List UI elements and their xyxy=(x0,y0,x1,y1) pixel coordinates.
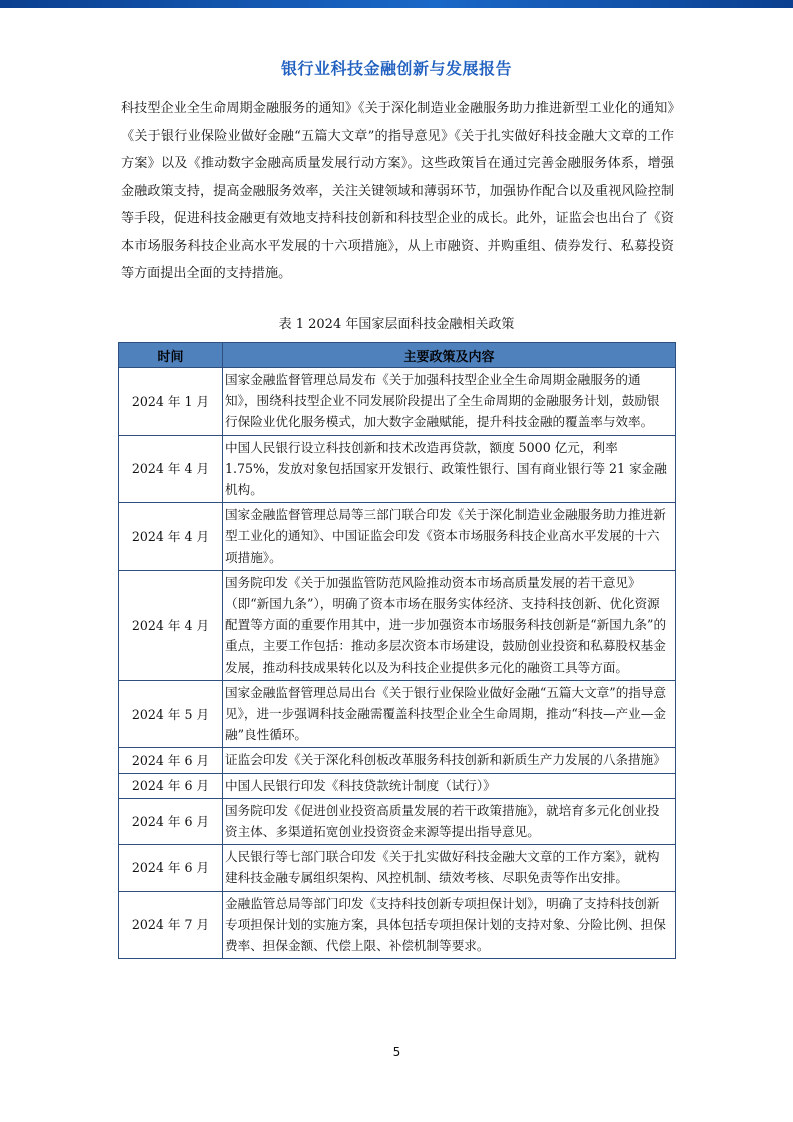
intro-section xyxy=(121,95,674,288)
row-time: 2024 年 6 月 xyxy=(119,798,223,844)
table-row xyxy=(119,503,676,571)
row-content: 国家金融监督管理总局出台《关于银行业保险业做好金融“五篇大文章”的指导意见》，进一步强调科技金融需覆盖科技型企业全生命周期，推动“科技—产业—金融”良性循环。 xyxy=(223,680,676,748)
row-time: 2024 年 6 月 xyxy=(119,773,223,798)
row-content: 国家金融监督管理总局发布《关于加强科技型企业全生命周期金融服务的通知》，围绕科技型企业不同发展阶段提出了全生命周期的金融服务计划，鼓励银行保险业优化服务模式，加大数字金融赋能，提升科技金融的覆盖率与效率。 xyxy=(223,368,676,436)
table-caption: 表 1 2024 年国家层面科技金融相关政策 xyxy=(278,317,515,332)
table-row xyxy=(119,891,676,959)
row-content: 国务院印发《促进创业投资高质量发展的若干政策措施》，就培育多元化创业投资主体、多渠道拓宽创业投资资金来源等提出指导意见。 xyxy=(223,798,676,844)
row-time: 2024 年 4 月 xyxy=(119,503,223,571)
header-time: 时间 xyxy=(119,343,223,368)
row-time: 2024 年 6 月 xyxy=(119,845,223,891)
page-number: 5 xyxy=(392,1045,401,1059)
report-title: 银行业科技金融创新与发展报告 xyxy=(280,59,512,78)
row-time: 2024 年 5 月 xyxy=(119,680,223,748)
intro-paragraph: 科技型企业全生命周期金融服务的通知》《关于深化制造业金融服务助力推进新型工业化的通知》《关于银行业保险业做好金融“五篇大文章”的指导意见》《关于扎实做好科技金融大文章的工作方案》以及《推动数字金融高质量发展行动方案》。这些政策旨在通过完善金融服务体系，增强金融政策支持，提高金融服务效率，关注关键领域和薄弱环节，加强协作配合以及重视风险控制等手段，促进科技金融更有效地支持科技创新和科技型企业的成长。此外，证监会也出台了《资本市场服务科技企业高水平发展的十六项措施》，从上市融资、并购重组、债券发行、私募投资等方面提出全面的支持措施。 xyxy=(121,101,674,281)
row-content: 证监会印发《关于深化科创板改革服务科技创新和新质生产力发展的八条措施》 xyxy=(223,748,676,773)
table-row xyxy=(119,435,676,503)
table-row xyxy=(119,368,676,436)
row-time: 2024 年 7 月 xyxy=(119,891,223,959)
row-time: 2024 年 4 月 xyxy=(119,570,223,680)
row-content: 中国人民银行设立科技创新和技术改造再贷款，额度 5000 亿元，利率 1.75%，发放对象包括国家开发银行、政策性银行、国有商业银行等 21 家金融机构。 xyxy=(223,435,676,503)
table-row xyxy=(119,570,676,680)
table-row xyxy=(119,748,676,773)
row-content: 人民银行等七部门联合印发《关于扎实做好科技金融大文章的工作方案》，就构建科技金融专属组织架构、风控机制、绩效考核、尽职免责等作出安排。 xyxy=(223,845,676,891)
header-content: 主要政策及内容 xyxy=(223,343,676,368)
table-row xyxy=(119,798,676,844)
top-decorative-bar xyxy=(0,0,793,8)
row-content: 中国人民银行印发《科技贷款统计制度（试行）》 xyxy=(223,773,676,798)
row-content: 国家金融监督管理总局等三部门联合印发《关于深化制造业金融服务助力推进新型工业化的通知》、中国证监会印发《资本市场服务科技企业高水平发展的十六项措施》。 xyxy=(223,503,676,571)
policy-table xyxy=(118,342,676,959)
table-row xyxy=(119,773,676,798)
table-row xyxy=(119,680,676,748)
row-content: 国务院印发《关于加强监管防范风险推动资本市场高质量发展的若干意见》（即“新国九条”），明确了资本市场在服务实体经济、支持科技创新、优化资源配置等方面的重要作用其中，进一步加强资本市场服务科技创新是“新国九条”的重点，主要工作包括：推动多层次资本市场建设，鼓励创业投资和私募股权基金发展，推动科技成果转化以及为科技企业提供多元化的融资工具等方面。 xyxy=(223,570,676,680)
row-content: 金融监管总局等部门印发《支持科技创新专项担保计划》，明确了支持科技创新专项担保计划的实施方案，具体包括专项担保计划的支持对象、分险比例、担保费率、担保金额、代偿上限、补偿机制等要求。 xyxy=(223,891,676,959)
row-time: 2024 年 4 月 xyxy=(119,435,223,503)
table-row xyxy=(119,845,676,891)
row-time: 2024 年 1 月 xyxy=(119,368,223,436)
row-time: 2024 年 6 月 xyxy=(119,748,223,773)
table-header-row xyxy=(119,343,676,368)
